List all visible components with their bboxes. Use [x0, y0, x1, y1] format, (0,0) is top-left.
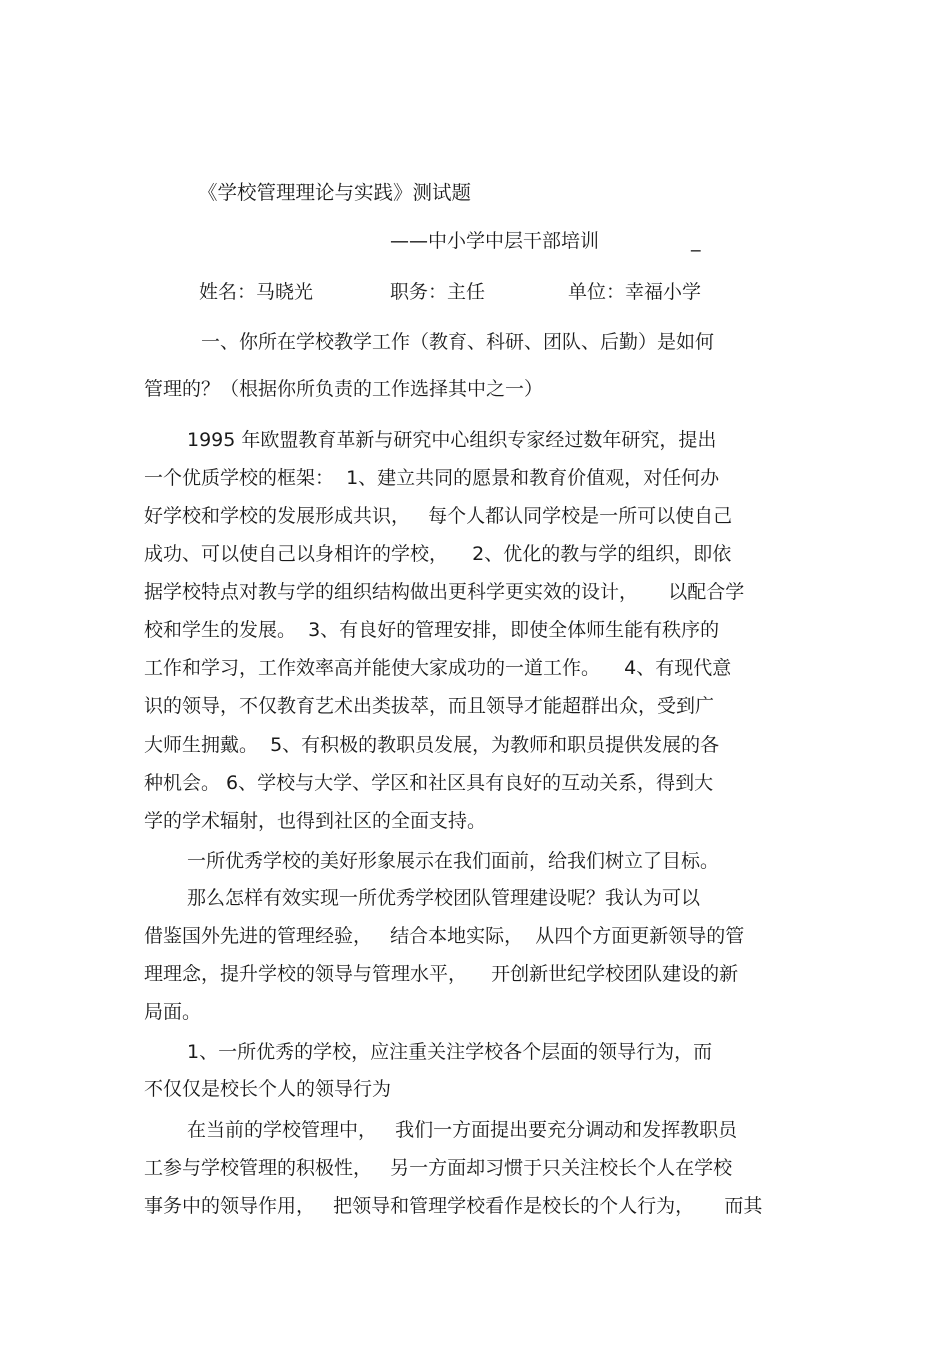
question-line: 一、你所在学校教学工作（教育、科研、团队、后勤）是如何: [201, 331, 715, 353]
info-unit: 单位：幸福小学: [568, 281, 702, 303]
body-line: 工作和学习，工作效率高并能使大家成功的一道工作。 4、有现代意: [144, 657, 732, 679]
body-line: 学的学术辐射，也得到社区的全面支持。: [144, 810, 487, 832]
body-line: 1、一所优秀的学校，应注重关注学校各个层面的领导行为，而: [187, 1041, 713, 1063]
info-name: 姓名：马晓光: [199, 281, 314, 303]
body-line: 大师生拥戴。 5、有积极的教职员发展，为教师和职员提供发展的各: [144, 734, 720, 756]
info-position: 职务：主任: [390, 281, 486, 303]
body-line: 那么怎样有效实现一所优秀学校团队管理建设呢？我认为可以: [187, 887, 701, 909]
body-line: 在当前的学校管理中， 我们一方面提出要充分调动和发挥教职员: [187, 1119, 738, 1141]
body-line: 局面。: [144, 1001, 202, 1023]
body-line: 成功、可以使自己以身相许的学校， 2、优化的教与学的组织，即依: [144, 543, 732, 565]
body-line: 工参与学校管理的积极性， 另一方面却习惯于只关注校长个人在学校: [144, 1157, 733, 1179]
body-line: 识的领导，不仅教育艺术出类拔萃，而且领导才能超群出众，受到广: [144, 695, 715, 717]
document-subtitle: ——中小学中层干部培训: [390, 230, 600, 252]
body-line: 好学校和学校的发展形成共识， 每个人都认同学校是一所可以使自己: [144, 505, 733, 527]
body-line: 种机会。 6、学校与大学、学区和社区具有良好的互动关系，得到大: [144, 772, 714, 794]
body-line: 借鉴国外先进的管理经验， 结合本地实际， 从四个方面更新领导的管: [144, 925, 745, 947]
body-line: 据学校特点对教与学的组织结构做出更科学更实效的设计， 以配合学: [144, 581, 745, 603]
body-line: 校和学生的发展。 3、有良好的管理安排，即使全体师生能有秩序的: [144, 619, 720, 641]
body-line: 1995 年欧盟教育革新与研究中心组织专家经过数年研究，提出: [187, 429, 717, 451]
body-line: 一所优秀学校的美好形象展示在我们面前，给我们树立了目标。: [187, 850, 720, 872]
body-line: 一个优质学校的框架： 1、建立共同的愿景和教育价值观，对任何办: [144, 467, 720, 489]
document-title: 《学校管理理论与实践》测试题: [198, 181, 472, 204]
body-line: 理理念，提升学校的领导与管理水平， 开创新世纪学校团队建设的新: [144, 963, 739, 985]
body-line: 不仅仅是校长个人的领导行为: [144, 1078, 392, 1100]
question-line: 管理的？（根据你所负责的工作选择其中之一）: [144, 378, 544, 400]
subtitle-underscore: _: [691, 230, 701, 252]
body-line: 事务中的领导作用， 把领导和管理学校看作是校长的个人行为， 而其: [144, 1195, 763, 1217]
